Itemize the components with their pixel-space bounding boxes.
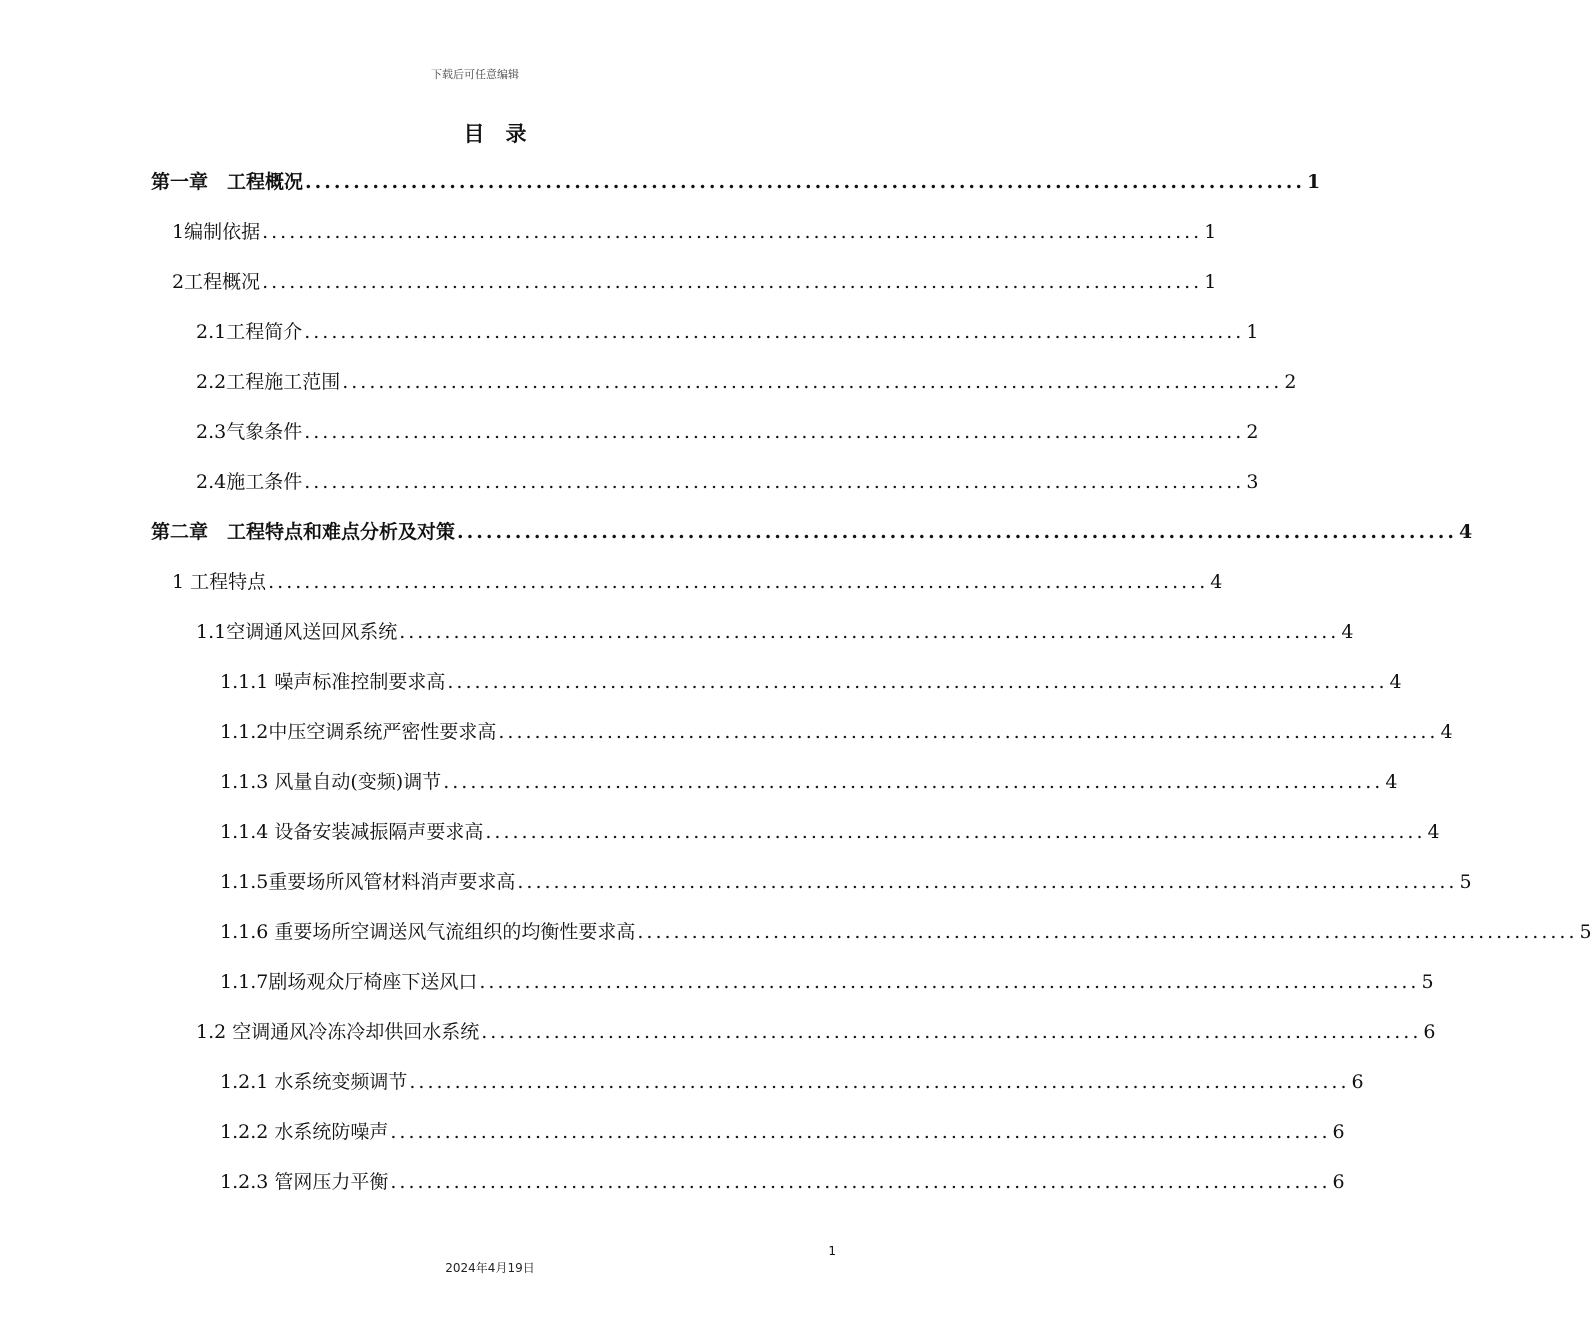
toc-leader: ........................................................................................................ bbox=[443, 771, 1384, 793]
toc-entry-label: 1.2.3 管网压力平衡 bbox=[220, 1171, 389, 1193]
toc-entry[interactable] bbox=[196, 362, 1297, 402]
toc-entry[interactable] bbox=[196, 612, 1354, 652]
toc-entry-label: 1.1.7剧场观众厅椅座下送风口 bbox=[220, 971, 478, 993]
toc-entry-label: 1.1.5重要场所风管材料消声要求高 bbox=[220, 871, 516, 893]
toc-entry-page: 4 bbox=[1385, 771, 1398, 793]
toc-entry-page: 2 bbox=[1246, 421, 1259, 443]
toc-entry-page: 2 bbox=[1284, 371, 1297, 393]
toc-entry-label: 2.2工程施工范围 bbox=[196, 371, 341, 393]
toc-entry-label: 1.1.4 设备安装减振隔声要求高 bbox=[220, 821, 484, 843]
toc-entry-page: 1 bbox=[1306, 171, 1321, 193]
toc-entry-label: 2.4施工条件 bbox=[196, 471, 303, 493]
toc-leader: ........................................................................................................ bbox=[517, 871, 1458, 893]
toc-leader: ........................................................................................................ bbox=[268, 571, 1209, 593]
toc-entry[interactable] bbox=[220, 912, 1592, 952]
toc-entry-label: 第一章 工程概况 bbox=[151, 171, 304, 193]
toc-entry-page: 5 bbox=[1421, 971, 1434, 993]
toc-entry[interactable] bbox=[220, 862, 1472, 902]
toc-entry-page: 4 bbox=[1427, 821, 1440, 843]
toc-entry-label: 1.2.2 水系统防噪声 bbox=[220, 1121, 389, 1143]
toc-entry[interactable] bbox=[196, 412, 1259, 452]
toc-entry-label: 1.1.3 风量自动(变频)调节 bbox=[220, 771, 442, 793]
toc-entry-page: 6 bbox=[1332, 1171, 1345, 1193]
toc-entry-page: 5 bbox=[1459, 871, 1472, 893]
toc-entry[interactable] bbox=[220, 1162, 1345, 1202]
toc-entry[interactable] bbox=[220, 712, 1453, 752]
toc-leader: ........................................................................................................ bbox=[304, 421, 1245, 443]
toc-leader: ........................................................................................................ bbox=[305, 171, 1305, 193]
toc-leader: ........................................................................................................ bbox=[390, 1121, 1331, 1143]
toc-entry-page: 6 bbox=[1351, 1071, 1364, 1093]
toc-entry[interactable] bbox=[196, 1012, 1436, 1052]
toc-entry-label: 1.2 空调通风冷冻冷却供回水系统 bbox=[196, 1021, 480, 1043]
toc-entry-page: 4 bbox=[1440, 721, 1453, 743]
toc-entry[interactable] bbox=[151, 512, 1473, 552]
toc-leader: ........................................................................................................ bbox=[304, 471, 1245, 493]
toc-entry[interactable] bbox=[196, 312, 1259, 352]
toc-entry[interactable] bbox=[220, 662, 1402, 702]
toc-leader: ........................................................................................................ bbox=[342, 371, 1283, 393]
toc-entry-page: 5 bbox=[1579, 921, 1592, 943]
toc-entry-page: 1 bbox=[1246, 321, 1259, 343]
toc-leader: ........................................................................................................ bbox=[262, 221, 1203, 243]
toc-leader: ........................................................................................................ bbox=[399, 621, 1340, 643]
toc-entry-page: 1 bbox=[1204, 271, 1217, 293]
toc-entry-label: 1 工程特点 bbox=[172, 571, 267, 593]
toc-leader: ........................................................................................................ bbox=[637, 921, 1578, 943]
toc-entry-label: 1编制依据 bbox=[172, 221, 261, 243]
toc-entry-label: 1.2.1 水系统变频调节 bbox=[220, 1071, 408, 1093]
toc-leader: ........................................................................................................ bbox=[262, 271, 1203, 293]
toc-entry[interactable] bbox=[172, 562, 1223, 602]
toc-entry-page: 4 bbox=[1341, 621, 1354, 643]
toc-entry-label: 2工程概况 bbox=[172, 271, 261, 293]
toc-entry[interactable] bbox=[172, 212, 1217, 252]
toc-entry-label: 1.1.2中压空调系统严密性要求高 bbox=[220, 721, 497, 743]
page-number: 1 bbox=[828, 1244, 836, 1258]
toc-entry-label: 2.1工程简介 bbox=[196, 321, 303, 343]
toc-entry-page: 4 bbox=[1458, 521, 1473, 543]
toc-entry-page: 3 bbox=[1246, 471, 1259, 493]
footer-date: 2024年4月19日 bbox=[445, 1261, 535, 1275]
toc-title: 目 录 bbox=[463, 121, 527, 146]
toc-entry[interactable] bbox=[172, 262, 1217, 302]
toc-leader: ........................................................................................................ bbox=[447, 671, 1388, 693]
toc-leader: ........................................................................................................ bbox=[390, 1171, 1331, 1193]
toc-leader: ........................................................................................................ bbox=[498, 721, 1439, 743]
toc-entry-page: 1 bbox=[1204, 221, 1217, 243]
header-note: 下载后可任意编辑 bbox=[431, 68, 519, 81]
toc-entry[interactable] bbox=[220, 812, 1440, 852]
toc-entry-label: 1.1空调通风送回风系统 bbox=[196, 621, 398, 643]
toc-entry[interactable] bbox=[220, 962, 1434, 1002]
toc-entry-page: 6 bbox=[1332, 1121, 1345, 1143]
toc-entry[interactable] bbox=[220, 1112, 1345, 1152]
toc-entry-page: 4 bbox=[1389, 671, 1402, 693]
toc-entry-label: 第二章 工程特点和难点分析及对策 bbox=[151, 521, 456, 543]
toc-leader: ........................................................................................................ bbox=[481, 1021, 1422, 1043]
toc-entry[interactable] bbox=[220, 1062, 1364, 1102]
toc-leader: ........................................................................................................ bbox=[409, 1071, 1350, 1093]
toc-leader: ........................................................................................................ bbox=[457, 521, 1457, 543]
toc-entry[interactable] bbox=[151, 162, 1321, 202]
toc-leader: ........................................................................................................ bbox=[485, 821, 1426, 843]
toc-entry-page: 4 bbox=[1210, 571, 1223, 593]
toc-entry[interactable] bbox=[220, 762, 1398, 802]
toc-leader: ........................................................................................................ bbox=[304, 321, 1245, 343]
toc-entry-label: 1.1.1 噪声标准控制要求高 bbox=[220, 671, 446, 693]
toc-entry[interactable] bbox=[196, 462, 1259, 502]
toc-entry-label: 2.3气象条件 bbox=[196, 421, 303, 443]
toc-entry-label: 1.1.6 重要场所空调送风气流组织的均衡性要求高 bbox=[220, 921, 636, 943]
toc-leader: ........................................................................................................ bbox=[479, 971, 1420, 993]
toc-entry-page: 6 bbox=[1423, 1021, 1436, 1043]
